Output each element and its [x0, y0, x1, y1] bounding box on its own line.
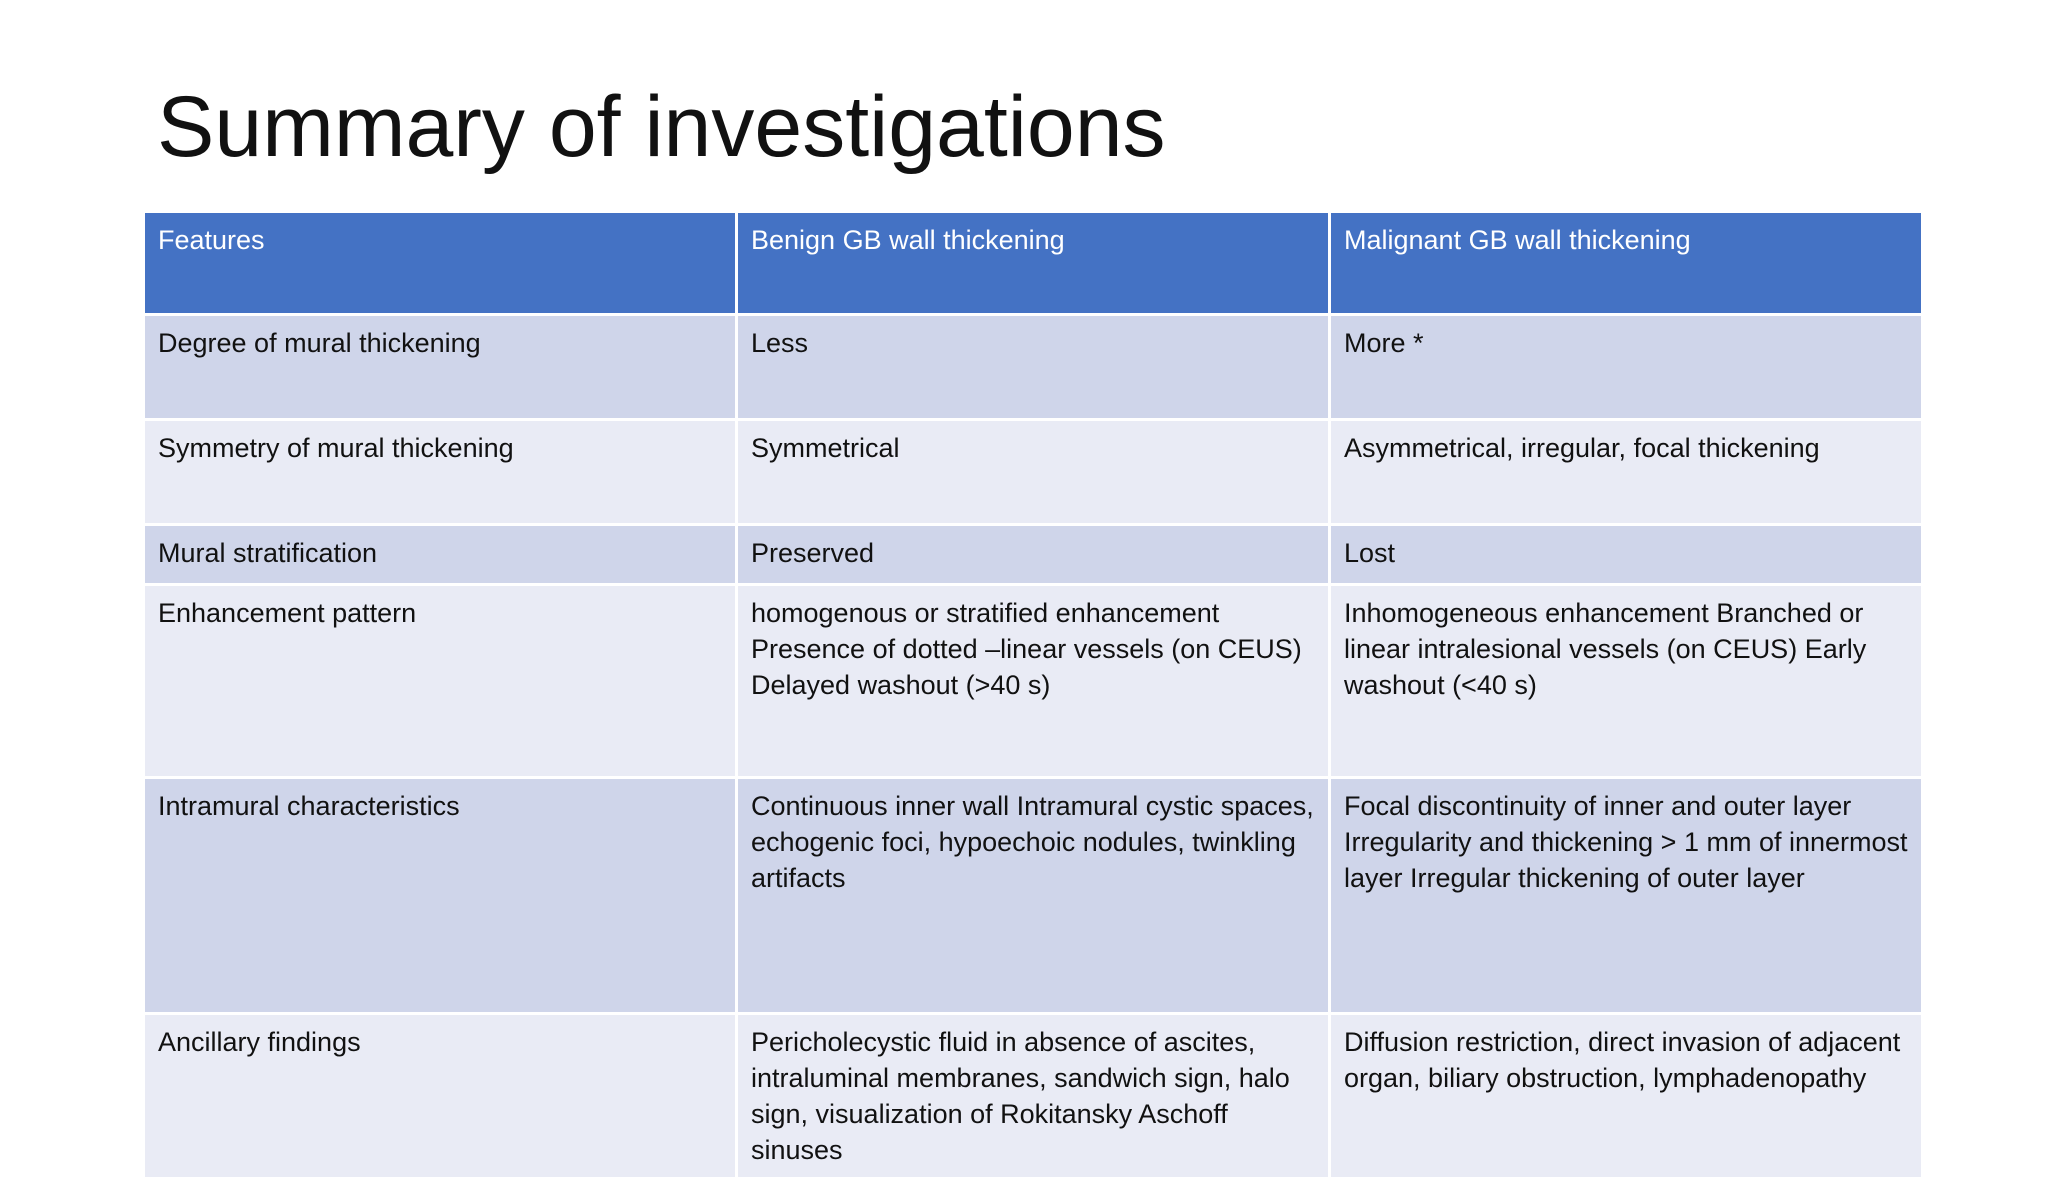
table-row: [144, 525, 1923, 585]
malignant-cell: Diffusion restriction, direct invasion of adjacent organ, biliary obstruction, lymphadenopathy: [1330, 1014, 1923, 1179]
malignant-cell: Focal discontinuity of inner and outer layer Irregularity and thickening > 1 mm of innermost layer Irregular thickening of outer layer: [1330, 778, 1923, 1014]
benign-cell: Pericholecystic fluid in absence of ascites, intraluminal membranes, sandwich sign, halo sign, visualization of Rokitansky Aschoff sinuses: [737, 1014, 1330, 1179]
benign-cell: Continuous inner wall Intramural cystic spaces, echogenic foci, hypoechoic nodules, twinkling artifacts: [737, 778, 1330, 1014]
benign-cell: homogenous or stratified enhancement Presence of dotted –linear vessels (on CEUS) Delayed washout (>40 s): [737, 585, 1330, 778]
header-features: Features: [144, 212, 737, 315]
feature-cell: Intramural characteristics: [144, 778, 737, 1014]
header-benign: Benign GB wall thickening: [737, 212, 1330, 315]
header-malignant: Malignant GB wall thickening: [1330, 212, 1923, 315]
benign-cell: Symmetrical: [737, 420, 1330, 525]
benign-cell: Preserved: [737, 525, 1330, 585]
investigations-table: [142, 210, 1924, 1180]
table-row: [144, 585, 1923, 778]
feature-cell: Enhancement pattern: [144, 585, 737, 778]
feature-cell: Degree of mural thickening: [144, 315, 737, 420]
malignant-cell: Inhomogeneous enhancement Branched or linear intralesional vessels (on CEUS) Early washout (<40 s): [1330, 585, 1923, 778]
feature-cell: Mural stratification: [144, 525, 737, 585]
table-row: [144, 1014, 1923, 1179]
table-header-row: [144, 212, 1923, 315]
malignant-cell: Asymmetrical, irregular, focal thickening: [1330, 420, 1923, 525]
table-row: [144, 315, 1923, 420]
malignant-cell: More *: [1330, 315, 1923, 420]
benign-cell: Less: [737, 315, 1330, 420]
slide-title: Summary of investigations: [157, 79, 1166, 175]
feature-cell: Ancillary findings: [144, 1014, 737, 1179]
table-row: [144, 420, 1923, 525]
feature-cell: Symmetry of mural thickening: [144, 420, 737, 525]
malignant-cell: Lost: [1330, 525, 1923, 585]
table-row: [144, 778, 1923, 1014]
